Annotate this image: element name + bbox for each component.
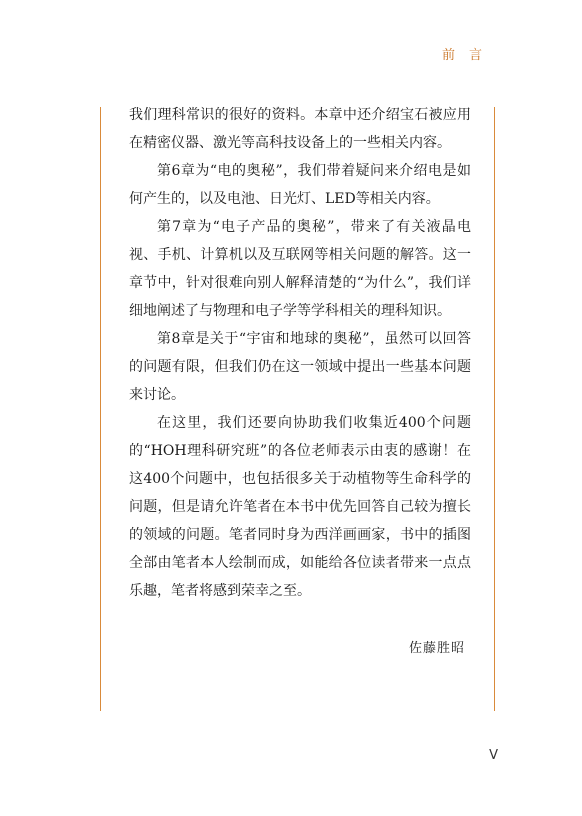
paragraph: 我们理科常识的很好的资料。本章中还介绍宝石被应用在精密仪器、激光等高科技设备上的一些相关内容。	[129, 107, 471, 151]
paragraph: 在这里，我们还要向协助我们收集近400个问题的“HOH理科研究班”的各位老师表示由衷的感谢！在这400个问题中，也包括很多关于动植物等生命科学的问题，但是请允许笔者在本书中优先回答自己较为擅长的领域的问题。笔者同时身为西洋画画家，书中的插图全部由笔者本人绘制而成，如能给各位读者带来一点点乐趣，笔者将感到荣幸之至。	[129, 415, 471, 599]
right-margin-rule	[494, 107, 495, 711]
running-header: 前言	[441, 48, 496, 63]
author-signature: 佐藤胜昭	[408, 641, 465, 656]
paragraph: 第7章为“电子产品的奥秘”，带来了有关液晶电视、手机、计算机以及互联网等相关问题的解答。这一章节中，针对很难向别人解释清楚的“为什么”，我们详细地阐述了与物理和电子学等学科相关的理科知识。	[129, 219, 471, 319]
preface-body	[129, 101, 471, 605]
page-number: V	[489, 748, 498, 763]
left-margin-rule	[100, 107, 101, 711]
paragraph: 第8章是关于“宇宙和地球的奥秘”，虽然可以回答的问题有限，但我们仍在这一领域中提出一些基本问题来讨论。	[129, 331, 471, 403]
paragraph: 第6章为“电的奥秘”，我们带着疑问来介绍电是如何产生的，以及电池、日光灯、LED等相关内容。	[129, 163, 471, 207]
